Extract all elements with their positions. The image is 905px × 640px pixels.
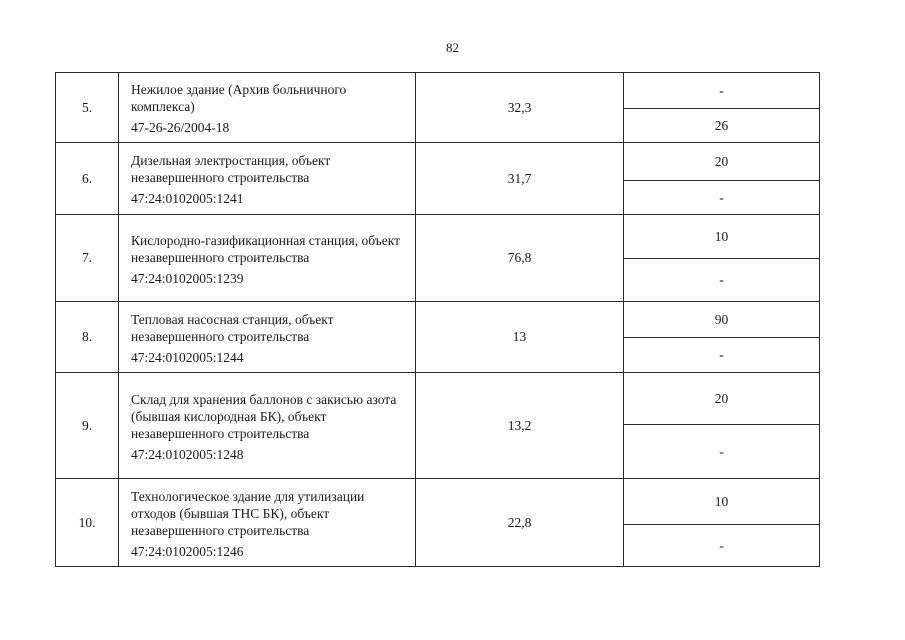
object-name: Нежилое здание (Архив больничного комплекса) bbox=[131, 82, 347, 114]
value-cell-lower: - bbox=[624, 181, 820, 215]
value-cell-upper: 90 bbox=[624, 302, 820, 338]
object-name: Тепловая насосная станция, объект незавершенного строительства bbox=[131, 311, 334, 344]
object-description bbox=[119, 302, 416, 373]
area-cell: 32,3 bbox=[416, 73, 624, 143]
object-description bbox=[119, 73, 416, 143]
cadastral-number: 47:24:0102005:1239 bbox=[131, 270, 244, 286]
table-row bbox=[56, 73, 820, 109]
object-description bbox=[119, 215, 416, 302]
row-number: 5. bbox=[56, 73, 119, 143]
value-cell-lower: - bbox=[624, 259, 820, 302]
value-cell-lower: 26 bbox=[624, 109, 820, 143]
row-number: 6. bbox=[56, 143, 119, 215]
value-cell-upper: 20 bbox=[624, 373, 820, 425]
value-cell-upper: 10 bbox=[624, 479, 820, 525]
area-cell: 22,8 bbox=[416, 479, 624, 567]
area-cell: 76,8 bbox=[416, 215, 624, 302]
object-description bbox=[119, 373, 416, 479]
row-number: 8. bbox=[56, 302, 119, 373]
row-number: 10. bbox=[56, 479, 119, 567]
area-cell: 13,2 bbox=[416, 373, 624, 479]
object-description bbox=[119, 143, 416, 215]
value-cell-upper: - bbox=[624, 73, 820, 109]
cadastral-number: 47:24:0102005:1246 bbox=[131, 543, 244, 559]
value-cell-lower: - bbox=[624, 338, 820, 373]
object-name: Кислородно-газификационная станция, объект незавершенного строительства bbox=[131, 232, 401, 265]
value-cell-lower: - bbox=[624, 425, 820, 479]
table-row bbox=[56, 143, 820, 181]
area-cell: 31,7 bbox=[416, 143, 624, 215]
value-cell-lower: - bbox=[624, 525, 820, 567]
table-row bbox=[56, 215, 820, 259]
page-number: 82 bbox=[446, 40, 459, 55]
area-cell: 13 bbox=[416, 302, 624, 373]
object-name: Склад для хранения баллонов с закисью азота (бывшая кислородная БК), объект незавершенного строительства bbox=[131, 391, 397, 441]
row-number: 9. bbox=[56, 373, 119, 479]
row-number: 7. bbox=[56, 215, 119, 302]
property-table bbox=[55, 72, 820, 567]
value-cell-upper: 20 bbox=[624, 143, 820, 181]
cadastral-number: 47:24:0102005:1241 bbox=[131, 191, 244, 206]
cadastral-number: 47:24:0102005:1244 bbox=[131, 349, 244, 365]
table-row bbox=[56, 373, 820, 425]
object-name: Технологическое здание для утилизации отходов (бывшая ТНС БК), объект незавершенного строительства bbox=[131, 488, 365, 538]
table-row bbox=[56, 302, 820, 338]
object-name: Дизельная электростанция, объект незавершенного строительства bbox=[131, 153, 331, 185]
cadastral-number: 47:24:0102005:1248 bbox=[131, 446, 244, 462]
table-row bbox=[56, 479, 820, 525]
value-cell-upper: 10 bbox=[624, 215, 820, 259]
object-description bbox=[119, 479, 416, 567]
cadastral-number: 47-26-26/2004-18 bbox=[131, 120, 230, 135]
